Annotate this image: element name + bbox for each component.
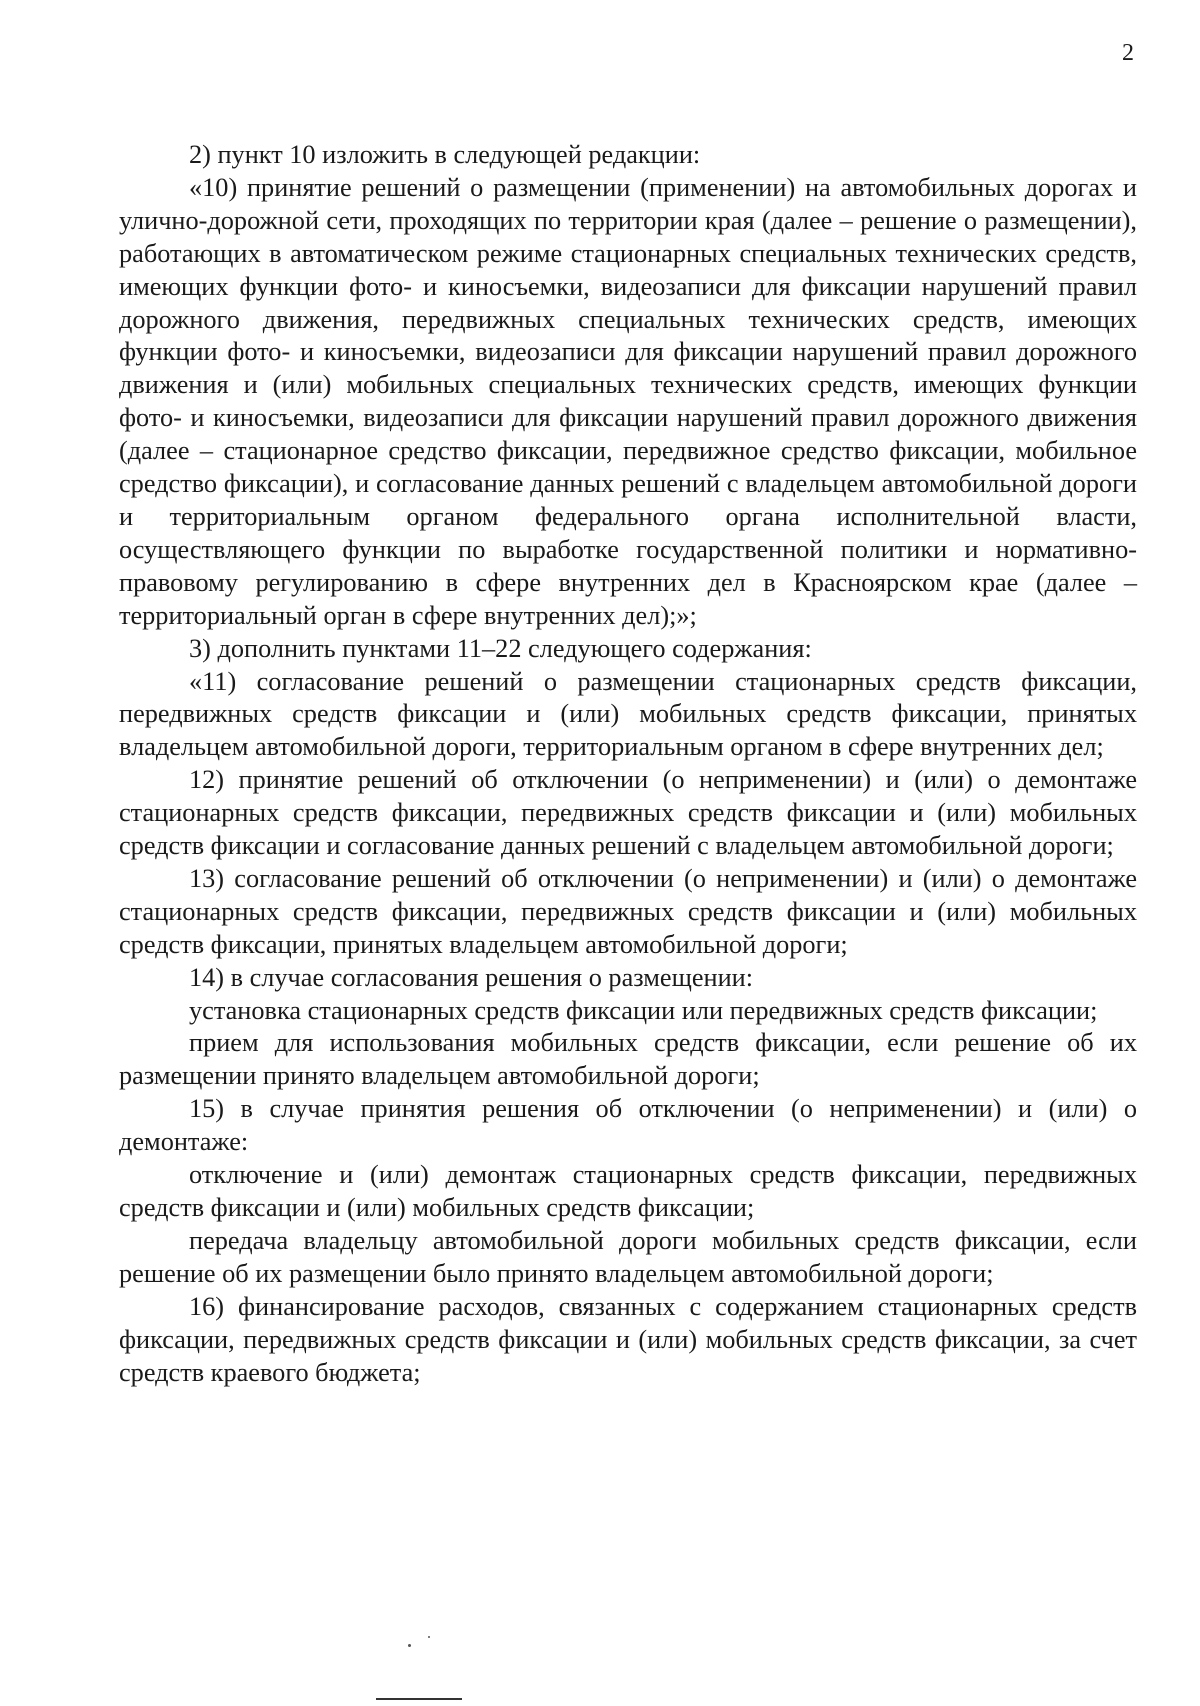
footer-rule — [376, 1698, 462, 1700]
document-body — [119, 139, 1137, 1389]
paragraph-point-10: «10) принятие решений о размещении (применении) на автомобильных дорогах и улично-дорожной сети, проходящих по территории края (далее – решение о размещении), работающих в автоматическом режиме стационарных специальных технических средств, имеющих функции фото- и киносъемки, видеозаписи для фиксации нарушений правил дорожного движения, передвижных специальных технических средств, имеющих функции фото- и киносъемки, видеозаписи для фиксации нарушений правил дорожного движения и (или) мобильных специальных технических средств, имеющих функции фото- и киносъемки, видеозаписи для фиксации нарушений правил дорожного движения (далее – стационарное средство фиксации, передвижное средство фиксации, мобильное средство фиксации), и согласование данных решений с владельцем автомобильной дороги и территориальным органом федерального органа исполнительной власти, осуществляющего функции по выработке государственной политики и нормативно-правовому регулированию в сфере внутренних дел в Красноярском крае (далее – территориальный орган в сфере внутренних дел);»; — [119, 172, 1137, 630]
paragraph-point-12: 12) принятие решений об отключении (о неприменении) и (или) о демонтаже стационарных средств фиксации, передвижных средств фиксации и (или) мобильных средств фиксации и согласование данных решений с владельцем автомобильной дороги; — [119, 765, 1137, 861]
paragraph-point-14-installation: установка стационарных средств фиксации или передвижных средств фиксации; — [189, 995, 1098, 1025]
scan-speck — [408, 1644, 411, 1647]
paragraph-point-15-transfer: передача владельцу автомобильной дороги мобильных средств фиксации, если решение об их размещении было принято владельцем автомобильной дороги; — [119, 1225, 1137, 1288]
scan-speck — [428, 1636, 430, 1638]
paragraph-point-13: 13) согласование решений об отключении (о неприменении) и (или) о демонтаже стационарных средств фиксации, передвижных средств фиксации и (или) мобильных средств фиксации, принятых владельцем автомобильной дороги; — [119, 863, 1137, 959]
paragraph-point-16: 16) финансирование расходов, связанных с содержанием стационарных средств фиксации, передвижных средств фиксации и (или) мобильных средств фиксации, за счет средств краевого бюджета; — [119, 1291, 1137, 1387]
paragraph-point-15-disabling: отключение и (или) демонтаж стационарных средств фиксации, передвижных средств фиксации и (или) мобильных средств фиксации; — [119, 1160, 1137, 1222]
paragraph-point-15: 15) в случае принятия решения об отключении (о неприменении) и (или) о демонтаже: — [119, 1094, 1137, 1157]
paragraph-point-14-acceptance: прием для использования мобильных средств фиксации, если решение об их размещении принято владельцем автомобильной дороги; — [119, 1028, 1137, 1091]
paragraph-item-3: 3) дополнить пунктами 11–22 следующего содержания: — [189, 633, 812, 663]
paragraph-point-11: «11) согласование решений о размещении стационарных средств фиксации, передвижных средств фиксации и (или) мобильных средств фиксации, принятых владельцем автомобильной дороги, территориальным органом в сфере внутренних дел; — [119, 666, 1137, 762]
paragraph-item-2: 2) пункт 10 изложить в следующей редакции: — [189, 140, 701, 169]
page-number: 2 — [1122, 40, 1134, 66]
paragraph-point-14: 14) в случае согласования решения о размещении: — [189, 962, 754, 992]
